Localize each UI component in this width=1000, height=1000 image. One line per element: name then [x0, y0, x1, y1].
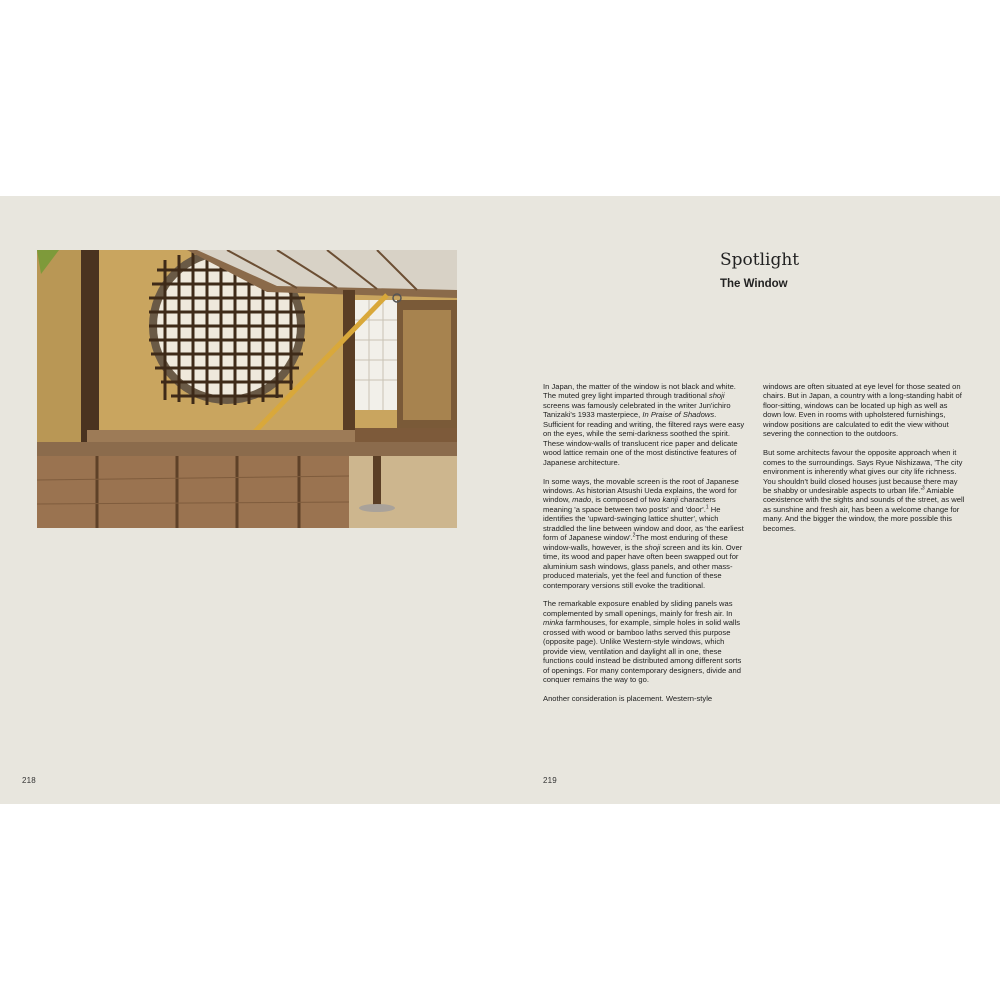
text-run: . Sufficient for reading and writing, the filtered rays were easy on the eyes, while the semi-darkness soothed the spirit. These window-walls of translucent rice paper and delicate wood lattice remain one of the most distinctive features of Japanese architecture. — [543, 410, 745, 467]
text-run: shoji — [708, 391, 725, 401]
text-run: Amiable coexistence with the sights and sounds of the street, as well as sunshine and fresh air, has been a welcome change for many. And the bigger the window, the more possible this becomes. — [763, 485, 965, 533]
text-run: farmhouses, for example, simple holes in solid walls crossed with wood or bamboo laths served this purpose (opposite page). Unlike Western-style windows, which provide view, ventilation and daylight all in one, these functions could instead be distributed among different sorts of openings. For many contemporary designers, divide and conquer remains the way to go. — [543, 618, 742, 685]
text-run: Another consideration is placement. Western-style — [543, 693, 713, 703]
text-run: He identifies the 'upward-swinging lattice shutter', which straddled the line between window and door, as 'the earliest form of Japanese window'. — [543, 504, 744, 543]
text-run: kanji — [662, 495, 679, 505]
spotlight-heading — [720, 250, 920, 290]
text-run: In Japan, the matter of the window is not black and white. The muted grey light imparted through traditional — [543, 382, 736, 401]
spotlight-kicker: Spotlight — [720, 250, 800, 270]
page-number-right: 219 — [543, 776, 557, 785]
book-spread — [0, 196, 1000, 804]
text-run: screen and its kin. Over time, its wood and paper have often been swapped out for aluminium sash windows, glass panels, and other mass-produced materials, yet the feel and function of these contemporary versions still evoke the traditional. — [543, 542, 743, 590]
body-paragraph — [763, 448, 965, 533]
text-column-1 — [543, 382, 745, 713]
text-run: The remarkable exposure enabled by sliding panels was complemented by small openings, mainly for fresh air. In — [543, 599, 733, 618]
footnote-ref: 1 — [705, 504, 709, 511]
text-run: The most enduring of these window-walls, however, is the — [543, 533, 728, 552]
photo-illustration — [37, 250, 457, 528]
body-paragraph — [763, 382, 965, 439]
page-number-left: 218 — [22, 776, 36, 785]
body-paragraph — [543, 477, 745, 590]
text-run: screens was famously celebrated in the writer Jun'ichiro Tanizaki's 1933 masterpiece, — [543, 400, 731, 420]
text-run: But some architects favour the opposite approach when it comes to the surroundings. Says Ryue Nishizawa, 'The city environment is inherently what gives our city life richness. You shouldn't build closed houses just because there may be shabby or undesirable aspects to urban life.' — [763, 448, 963, 495]
text-run: characters meaning 'a space between two posts' and 'door'. — [543, 495, 716, 514]
text-run: shoji — [644, 542, 661, 552]
body-paragraph — [543, 382, 745, 467]
text-run: In some ways, the movable screen is the root of Japanese windows. As historian Atsushi Ueda explains, the word for window, — [543, 476, 739, 505]
text-run: In Praise of Shadows — [642, 410, 715, 420]
footnote-ref: 2 — [632, 532, 636, 539]
body-paragraph — [543, 694, 745, 703]
text-run: , is composed of two — [591, 495, 663, 505]
text-run: minka — [543, 618, 564, 628]
text-column-2 — [763, 382, 965, 543]
window-photo — [37, 250, 457, 528]
body-paragraph — [543, 599, 745, 684]
footnote-ref: 3 — [921, 485, 925, 492]
section-title: The Window — [720, 278, 788, 290]
text-run: windows are often situated at eye level for those seated on chairs. But in Japan, a country with a long-standing habit of floor-sitting, windows can be located up high as well as down low. Even in rooms with upholstered furnishings, window positions are calculated to edit the view without severing the connection to the outdoors. — [763, 382, 962, 439]
text-run: mado — [572, 495, 592, 505]
